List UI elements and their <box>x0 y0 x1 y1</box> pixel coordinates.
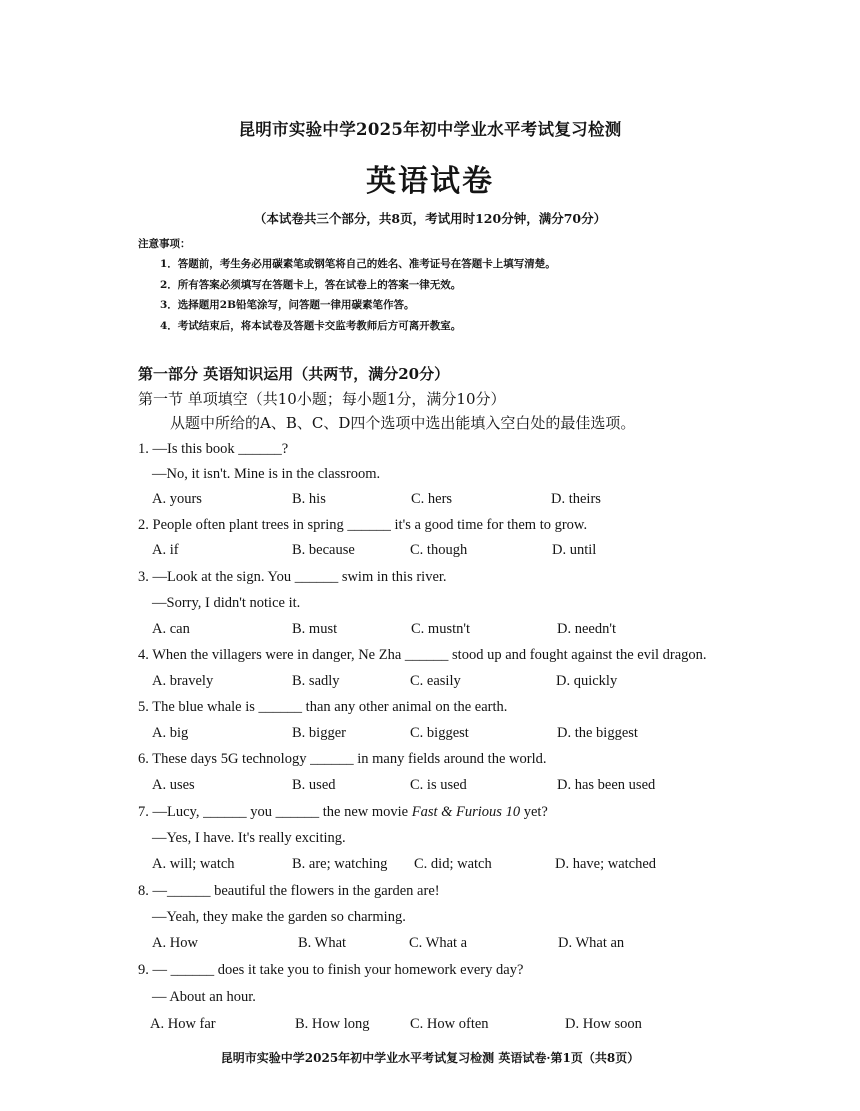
option-a: A. How <box>152 935 198 951</box>
option-d: D. theirs <box>551 491 601 507</box>
option-d: D. How soon <box>565 1016 642 1032</box>
section-instruction: 从题中所给的A、B、C、D四个选项中选出能填入空白处的最佳选项。 <box>170 414 636 432</box>
stem-text: 7. —Lucy, ______ you ______ the new movie <box>138 804 412 820</box>
question-reply: —Yeah, they make the garden so charming. <box>152 909 406 925</box>
question-stem <box>138 804 548 821</box>
option-d: D. have; watched <box>555 856 657 872</box>
option-a: A. will; watch <box>152 856 235 872</box>
option-a: A. big <box>152 725 189 741</box>
option-c: C. biggest <box>410 725 469 741</box>
question-stem: 6. These days 5G technology ______ in many fields around the world. <box>138 751 547 767</box>
option-c: C. easily <box>410 673 461 689</box>
page-footer: 昆明市实验中学2025年初中学业水平考试复习检测 英语试卷·第1页（共8页） <box>220 1051 640 1065</box>
option-a: A. How far <box>150 1016 216 1032</box>
option-a: A. bravely <box>152 673 214 689</box>
question-stem: 5. The blue whale is ______ than any other animal on the earth. <box>138 699 508 715</box>
question-reply: —Sorry, I didn't notice it. <box>152 595 301 611</box>
question-stem: 2. People often plant trees in spring ______ it's a good time for them to grow. <box>138 517 588 533</box>
question-stem: 8. —______ beautiful the flowers in the garden are! <box>138 883 440 899</box>
option-a: A. uses <box>152 777 195 793</box>
option-b: B. used <box>292 777 336 793</box>
option-b: B. sadly <box>292 673 340 689</box>
question-stem: 1. —Is this book ______? <box>138 441 289 457</box>
option-d: D. the biggest <box>557 725 638 741</box>
question-reply: —No, it isn't. Mine is in the classroom. <box>152 466 381 482</box>
option-b: B. What <box>298 935 347 951</box>
option-d: D. needn't <box>557 621 616 637</box>
option-b: B. must <box>292 621 338 637</box>
option-b: B. bigger <box>292 725 346 741</box>
option-d: D. quickly <box>556 673 618 689</box>
exam-subtitle: 昆明市实验中学2025年初中学业水平考试复习检测 <box>238 120 622 139</box>
exam-info: （本试卷共三个部分，共8页，考试用时120分钟，满分70分） <box>253 211 607 226</box>
option-c: C. What a <box>409 935 468 951</box>
option-b: B. are; watching <box>292 856 388 872</box>
exam-title: 英语试卷 <box>366 164 494 199</box>
notice-item: 1．答题前，考生务必用碳素笔或钢笔将自己的姓名、准考证号在答题卡上填写清楚。 <box>160 258 556 270</box>
option-d: D. until <box>552 542 597 558</box>
option-d: D. What an <box>558 935 625 951</box>
question-stem: 9. — ______ does it take you to finish your homework every day? <box>138 962 524 978</box>
notice-item: 2．所有答案必须填写在答题卡上，答在试卷上的答案一律无效。 <box>160 279 462 291</box>
question-reply: — About an hour. <box>152 989 256 1005</box>
option-d: D. has been used <box>557 777 656 793</box>
question-stem: 3. —Look at the sign. You ______ swim in this river. <box>138 569 447 585</box>
option-c: C. though <box>410 542 468 558</box>
option-c: C. is used <box>410 777 467 793</box>
movie-title: Fast & Furious 10 <box>411 804 521 820</box>
option-c: C. How often <box>410 1016 489 1032</box>
option-c: C. did; watch <box>414 856 492 872</box>
option-a: A. yours <box>152 491 202 507</box>
option-a: A. if <box>152 542 179 558</box>
section-title: 第一节 单项填空（共10小题；每小题1分，满分10分） <box>138 390 506 408</box>
option-b: B. his <box>292 491 326 507</box>
notice-title: 注意事项： <box>138 238 191 250</box>
option-b: B. because <box>292 542 355 558</box>
notice-item: 4．考试结束后，将本试卷及答题卡交监考教师后方可离开教室。 <box>160 320 462 332</box>
option-c: C. hers <box>411 491 453 507</box>
question-reply: —Yes, I have. It's really exciting. <box>152 830 346 846</box>
option-c: C. mustn't <box>411 621 471 637</box>
notice-item: 3．选择题用2B铅笔涂写，问答题一律用碳素笔作答。 <box>160 299 415 311</box>
option-a: A. can <box>152 621 190 637</box>
stem-text: yet? <box>520 804 548 820</box>
part-title: 第一部分 英语知识运用（共两节，满分20分） <box>138 365 450 383</box>
option-b: B. How long <box>295 1016 370 1032</box>
question-stem: 4. When the villagers were in danger, Ne Zha ______ stood up and fought against the evil dragon. <box>138 647 707 663</box>
